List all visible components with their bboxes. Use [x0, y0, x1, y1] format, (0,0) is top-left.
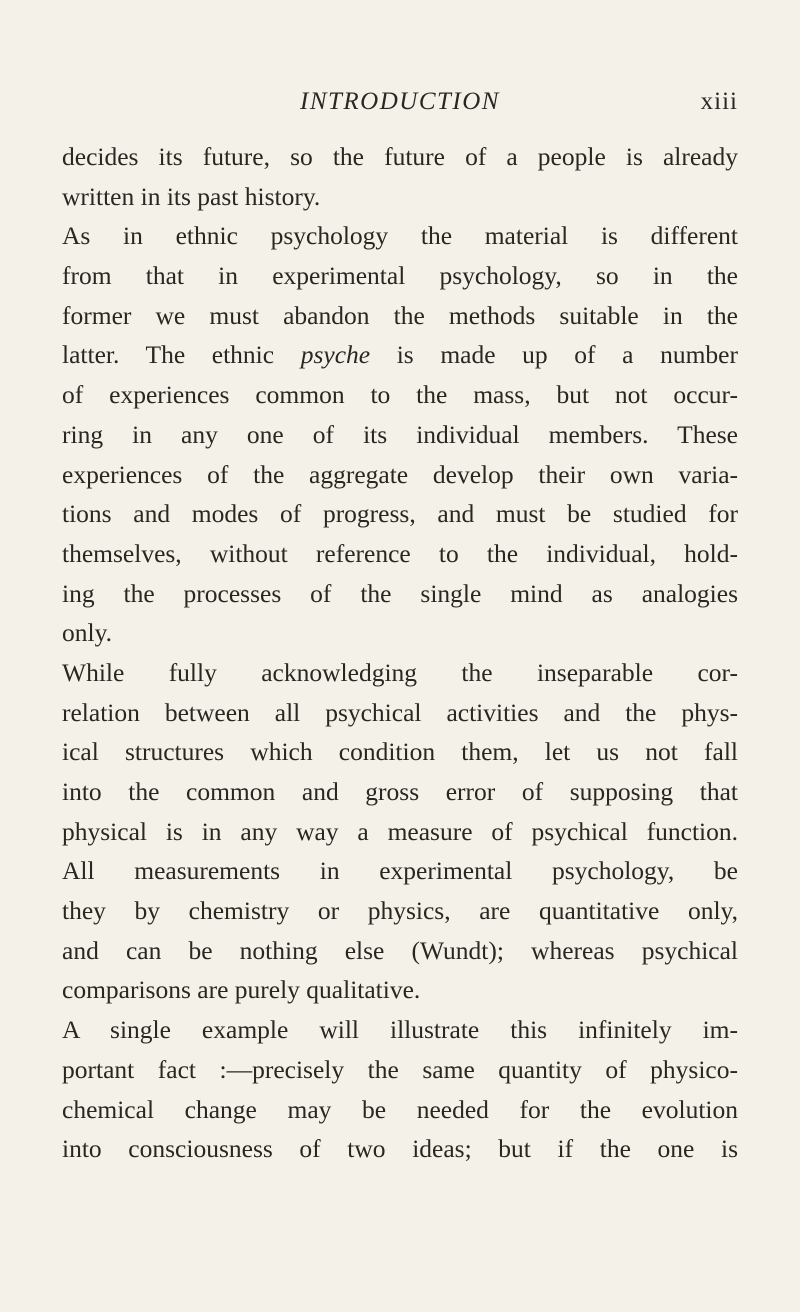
text-line: written in its past history. [62, 181, 321, 211]
text-line: comparisons are purely qualitative. [62, 975, 421, 1005]
text-line: latter. The ethnic psyche is made up of a number [62, 340, 738, 370]
text-line: themselves, without reference to the individual, hold- [62, 538, 738, 568]
body-text [62, 137, 738, 1169]
text-line: only. [62, 618, 113, 648]
running-head [62, 88, 738, 124]
text-line: from that in experimental psychology, so in the [62, 261, 738, 291]
text-line: A single example will illustrate this infinitely im- [62, 1015, 738, 1045]
text-line: While fully acknowledging the inseparable cor- [62, 657, 738, 687]
running-title: INTRODUCTION [300, 88, 500, 115]
text-line: All measurements in experimental psychology, be [62, 856, 738, 886]
text-line: of experiences common to the mass, but not occur- [62, 380, 738, 410]
text-line: into the common and gross error of supposing that [62, 777, 738, 806]
text-line: As in ethnic psychology the material is different [62, 221, 738, 251]
text-line: ical structures which condition them, let us not fall [62, 737, 738, 767]
text-line: ring in any one of its individual members. These [62, 419, 738, 449]
text-line: and can be nothing else (Wundt); whereas psychical [62, 935, 738, 965]
text-line: portant fact :—precisely the same quantity of physico- [62, 1054, 738, 1084]
text-line: relation between all psychical activities and the phys- [62, 697, 738, 727]
text-line: experiences of the aggregate develop their own varia- [62, 459, 738, 489]
text-line: they by chemistry or physics, are quantitative only, [62, 896, 738, 926]
text-line: tions and modes of progress, and must be studied for [62, 499, 738, 529]
text-line: into consciousness of two ideas; but if the one is [62, 1134, 738, 1164]
text-line: chemical change may be needed for the evolution [62, 1094, 738, 1124]
text-line: former we must abandon the methods suitable in the [62, 300, 738, 330]
page-number: xiii [700, 88, 738, 115]
text-line: decides its future, so the future of a people is already [62, 142, 738, 171]
italic-term: psyche [300, 340, 371, 370]
text-line: ing the processes of the single mind as analogies [62, 578, 738, 608]
text-line: physical is in any way a measure of psychical function. [62, 816, 738, 846]
